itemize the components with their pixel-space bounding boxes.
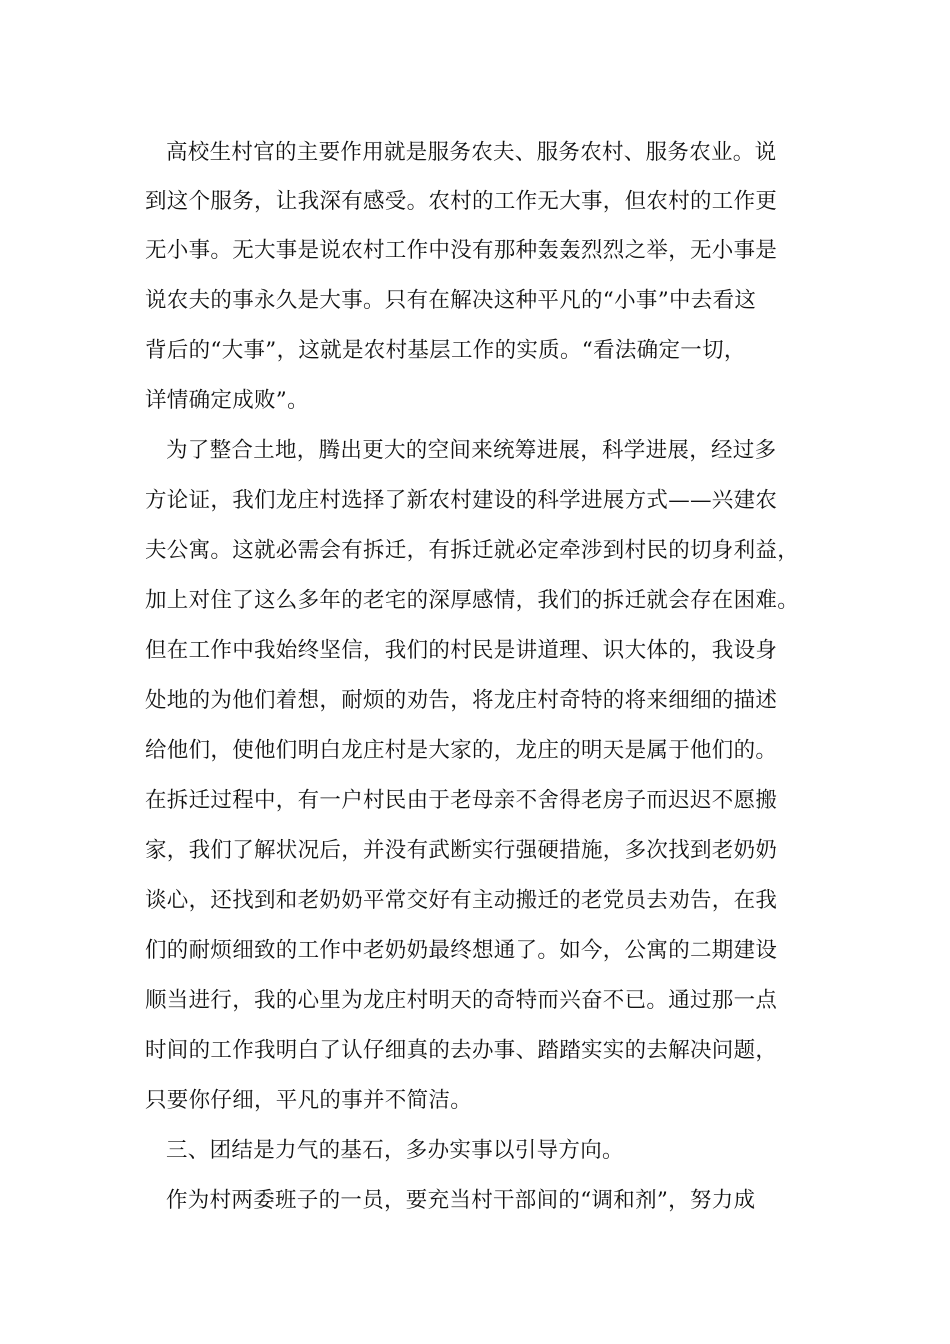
paragraph-line: 们的耐烦细致的工作中老奶奶最终想通了。如今，公寓的二期建设 (145, 938, 778, 963)
paragraph-line: 处地的为他们着想，耐烦的劝告，将龙庄村奇特的将来细细的描述 (145, 688, 778, 713)
paragraph-line: 但在工作中我始终坚信，我们的村民是讲道理、识大体的，我设身 (145, 638, 778, 663)
paragraph-line: 顺当进行，我的心里为龙庄村明天的奇特而兴奋不已。通过那一点 (145, 988, 778, 1013)
paragraph-line: 说农夫的事永久是大事。只有在解决这种平凡的“小事”中去看这 (145, 288, 757, 313)
paragraph-line: 加上对住了这么多年的老宅的深厚感情，我们的拆迁就会存在困难。 (145, 588, 800, 613)
paragraph-line: 到这个服务，让我深有感受。农村的工作无大事，但农村的工作更 (145, 189, 778, 214)
paragraph-line: 谈心，还找到和老奶奶平常交好有主动搬迁的老党员去劝告，在我 (145, 888, 778, 913)
paragraph-line: 为了整合土地，腾出更大的空间来统筹进展，科学进展，经过多 (166, 438, 777, 463)
paragraph-line: 高校生村官的主要作用就是服务农夫、服务农村、服务农业。说 (166, 140, 777, 165)
section-heading: 三、团结是力气的基石，多办实事以引导方向。 (166, 1138, 624, 1163)
paragraph-line: 夫公寓。这就必需会有拆迁，有拆迁就必定牵涉到村民的切身利益， (145, 538, 800, 563)
paragraph-line: 背后的“大事”，这就是农村基层工作的实质。“看法确定一切， (145, 338, 746, 363)
paragraph-line: 作为村两委班子的一员，要充当村干部间的“调和剂”，努力成 (166, 1188, 756, 1213)
paragraph-line: 无小事。无大事是说农村工作中没有那种轰轰烈烈之举，无小事是 (145, 238, 778, 263)
paragraph-line: 方论证，我们龙庄村选择了新农村建设的科学进展方式——兴建农 (145, 488, 778, 513)
paragraph-line: 时间的工作我明白了认仔细真的去办事、踏踏实实的去解决问题， (145, 1038, 778, 1063)
paragraph-line: 详情确定成败”。 (145, 388, 309, 413)
paragraph-line: 在拆迁过程中，有一户村民由于老母亲不舍得老房子而迟迟不愿搬 (145, 788, 778, 813)
paragraph-line: 只要你仔细，平凡的事并不简洁。 (145, 1088, 473, 1113)
paragraph-line: 家，我们了解状况后，并没有武断实行强硬措施，多次找到老奶奶 (145, 838, 778, 863)
paragraph-line: 给他们，使他们明白龙庄村是大家的，龙庄的明天是属于他们的。 (145, 738, 778, 763)
